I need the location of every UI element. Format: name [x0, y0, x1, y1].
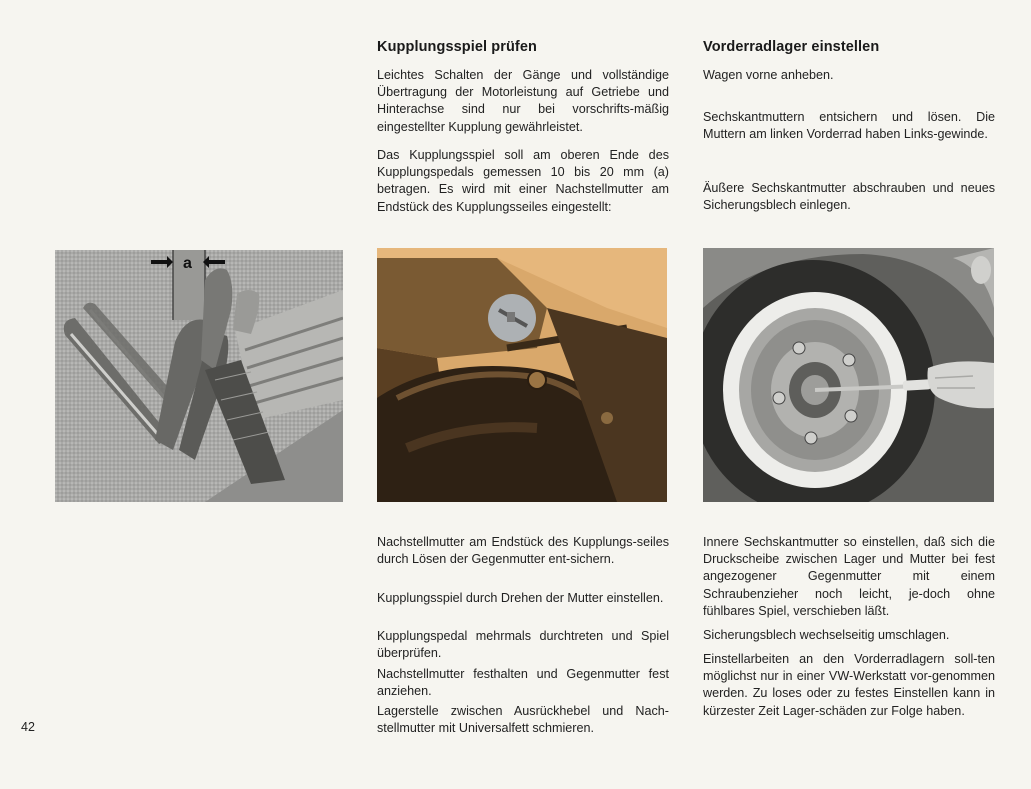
- wheel-step-2: Sicherungsblech wechselseitig umschlagen.: [703, 628, 950, 642]
- wheel-hub-photo: [703, 248, 994, 502]
- clutch-intro-paragraph-2: Das Kupplungsspiel soll am oberen Ende des Kupplungspedals gemessen 10 bis 20 mm (a) betragen. Es wird mit einer Nachstellmutter am Endstück des Kupplungsseiles eingestellt:: [377, 148, 669, 214]
- heading-clutch-play: Kupplungsspiel prüfen: [377, 39, 537, 55]
- wheel-intro-paragraph-3: Äußere Sechskantmutter abschrauben und neues Sicherungsblech einlegen.: [703, 181, 995, 213]
- clutch-step-2: Kupplungsspiel durch Drehen der Mutter einstellen.: [377, 591, 664, 605]
- wheel-intro-paragraph-1: Wagen vorne anheben.: [703, 68, 834, 82]
- clutch-cable-photo: [377, 248, 667, 502]
- clutch-step-4: Nachstellmutter festhalten und Gegenmutter fest anziehen.: [377, 667, 669, 699]
- wheel-intro-paragraph-2: Sechskantmuttern entsichern und lösen. Die Muttern am linken Vorderrad haben Links-gewinde.: [703, 110, 995, 142]
- dimension-label-a: a: [183, 255, 192, 272]
- clutch-intro-paragraph-1: Leichtes Schalten der Gänge und vollständige Übertragung der Motorleistung auf Getriebe und Hinterachse sind nur bei vorschrifts-mäßig eingestellter Kupplung gewährleistet.: [377, 68, 669, 134]
- clutch-step-1: Nachstellmutter am Endstück des Kupplungs-seiles durch Lösen der Gegenmutter ent-sichern.: [377, 535, 669, 567]
- heading-wheel-bearing: Vorderradlager einstellen: [703, 39, 880, 55]
- clutch-step-5: Lagerstelle zwischen Ausrückhebel und Nach-stellmutter mit Universalfett schmieren.: [377, 704, 669, 736]
- wheel-step-1: Innere Sechskantmutter so einstellen, daß sich die Druckscheibe zwischen Lager und Mutter bei fest angezogener Gegenmutter mit einem Schraubenzieher noch leicht, je-doch ohne fühlbares Spiel, verschieben läßt.: [703, 535, 995, 618]
- clutch-step-3: Kupplungspedal mehrmals durchtreten und Spiel überprüfen.: [377, 629, 669, 661]
- wheel-step-3: Einstellarbeiten an den Vorderradlagern soll-ten möglichst nur in einer VW-Werkstatt vor-genommen werden. Zu loses oder zu festes Einstellen kann in kürzester Zeit Lager-schäden zur Folge haben.: [703, 652, 995, 718]
- pedals-photo: [55, 250, 343, 502]
- page-number: 42: [21, 720, 35, 734]
